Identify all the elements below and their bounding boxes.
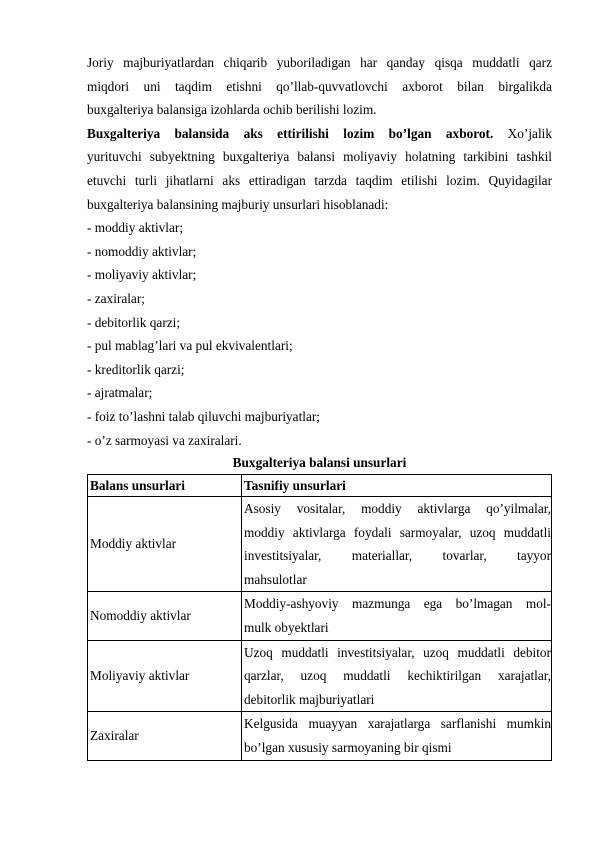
- document-page: [87, 51, 552, 761]
- table-row: [88, 712, 552, 760]
- description-line: moddiy aktivlarga foydali sarmoyalar, uzoq muddatli: [244, 524, 551, 540]
- list-item: - o’z sarmoyasi va zaxiralari.: [87, 432, 242, 448]
- table-row: [88, 497, 552, 592]
- section-line: yurituvchi subyektning buxgalteriya balansi moliyaviy holatning tarkibini tashkil: [87, 149, 552, 165]
- table-cell-element: Moliyaviy aktivlar: [88, 640, 242, 712]
- list-item: - kreditorlik qarzi;: [87, 361, 185, 377]
- description-line: Moddiy-ashyoviy mazmunga ega bo’lmagan mol-: [244, 596, 551, 612]
- list-item: - debitorlik qarzi;: [87, 314, 181, 330]
- list-item: - nomoddiy aktivlar;: [87, 243, 197, 259]
- intro-line: miqdori uni taqdim etishni qo’llab-quvvatlovchi axborot bilan birgalikda: [87, 78, 552, 94]
- section-line: Xo’jalik: [493, 125, 552, 141]
- table-cell-element: Moddiy aktivlar: [88, 497, 242, 592]
- intro-paragraph: [87, 51, 552, 122]
- description-line: mahsulotlar: [244, 571, 307, 587]
- description-line: mulk obyektlari: [244, 620, 329, 636]
- table-caption: Buxgalteriya balansi unsurlari: [232, 455, 407, 471]
- table-cell-description: [242, 497, 552, 592]
- section-first-line: [87, 122, 552, 146]
- balance-elements-table: [87, 474, 552, 761]
- table-cell-element: Nomoddiy aktivlar: [88, 592, 242, 640]
- section-heading: Buxgalteriya balansida aks ettirilishi lozim bo’lgan axborot.: [87, 125, 494, 141]
- description-line: debitorlik majburiyatlari: [244, 691, 375, 707]
- list-item: - ajratmalar;: [87, 385, 153, 401]
- description-line: qarzlar, uzoq muddatli kechiktirilgan xarajatlar,: [244, 668, 551, 684]
- intro-line: Joriy majburiyatlardan chiqarib yuboriladigan har qanday qisqa muddatli qarz: [87, 55, 552, 70]
- description-line: Uzoq muddatli investitsiyalar, uzoq muddatli debitor: [244, 644, 551, 660]
- table-header-cell: Balans unsurlari: [88, 475, 242, 497]
- intro-line: buxgalteriya balansiga izohlarda ochib berilishi lozim.: [87, 102, 377, 118]
- table-row: [88, 592, 552, 640]
- section-line: buxgalteriya balansining majburiy unsurlari hisoblanadi:: [87, 196, 389, 212]
- table-cell-description: [242, 640, 552, 712]
- section-paragraph: [87, 122, 552, 216]
- list-item: - zaxiralar;: [87, 290, 145, 306]
- list-item: - moliyaviy aktivlar;: [87, 267, 197, 283]
- table-cell-description: [242, 712, 552, 760]
- table-row: [88, 640, 552, 712]
- description-line: Kelgusida muayyan xarajatlarga sarflanishi mumkin: [244, 716, 551, 732]
- table-header-cell: Tasnifiy unsurlari: [242, 475, 552, 497]
- table-cell-description: [242, 592, 552, 640]
- list-item: - moddiy aktivlar;: [87, 220, 184, 236]
- mandatory-elements-list: [87, 216, 552, 452]
- description-line: Asosiy vositalar, moddiy aktivlarga qo’yilmalar,: [244, 501, 551, 517]
- table-cell-element: Zaxiralar: [88, 712, 242, 760]
- description-line: investitsiyalar, materiallar, tovarlar, tayyor: [244, 548, 551, 564]
- list-item: - pul mablag’lari va pul ekvivalentlari;: [87, 338, 293, 354]
- description-line: bo’lgan xususiy sarmoyaning bir qismi: [244, 740, 452, 756]
- section-line: etuvchi turli jihatlarni aks ettiradigan tarzda taqdim etilishi lozim. Quyidagilar: [87, 172, 552, 188]
- list-item: - foiz to’lashni talab qiluvchi majburiyatlar;: [87, 408, 320, 424]
- table-header-row: [88, 475, 552, 497]
